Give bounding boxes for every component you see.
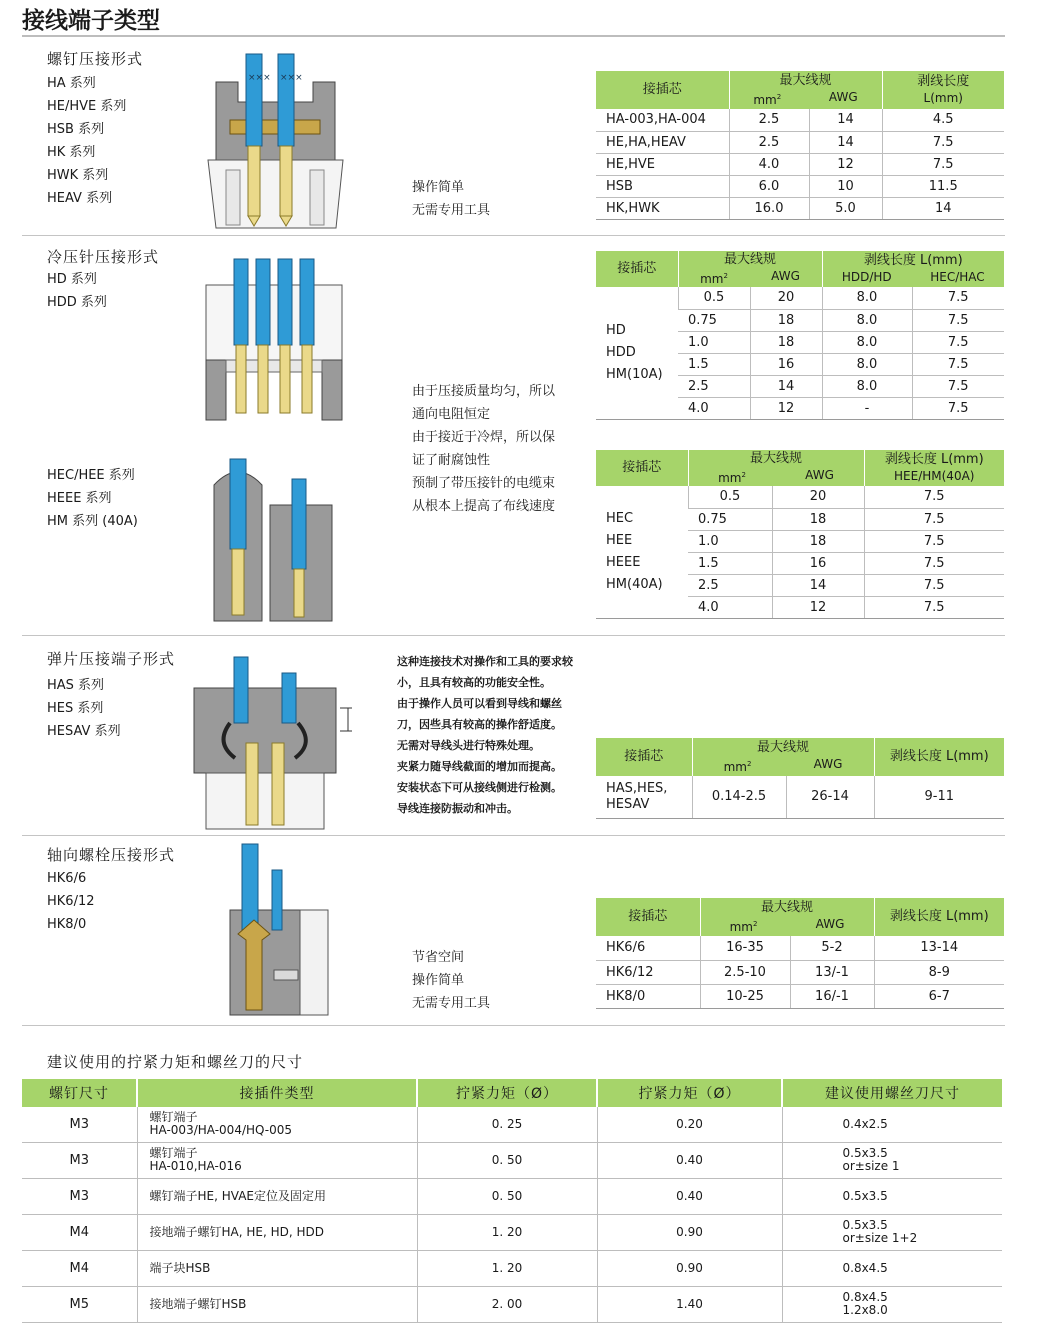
header-strip: 剥线长度 L(mm) HDD/HD HEC/HAC bbox=[822, 251, 1004, 287]
features-screw bbox=[412, 176, 490, 222]
series-item: HM 系列 (40A) bbox=[47, 514, 138, 529]
cell-strip: 9-11 bbox=[874, 776, 1004, 818]
series-list-crimp-b bbox=[47, 464, 138, 533]
feature-item: 节省空间 bbox=[412, 950, 465, 965]
header-mm: $mm^2$ bbox=[700, 271, 728, 286]
cell-blade-size bbox=[782, 1286, 1002, 1322]
feature-item: 导线连接防振动和冲击。 bbox=[397, 802, 518, 815]
cell-core: HK,HWK bbox=[596, 197, 729, 219]
series-item: HEEE 系列 bbox=[47, 491, 112, 506]
series-item: HES 系列 bbox=[47, 701, 104, 716]
header-core: 接插芯 bbox=[596, 71, 729, 109]
cell-screw-size: M5 bbox=[22, 1286, 137, 1322]
series-item: HK6/6 bbox=[47, 871, 87, 886]
cell-mm: 2.5 bbox=[678, 375, 750, 397]
cell-connector-type bbox=[137, 1178, 417, 1214]
cell-mm: 0.75 bbox=[688, 508, 772, 530]
cell-torque-2: 0.90 bbox=[597, 1214, 782, 1250]
cell-awg: 16 bbox=[750, 353, 822, 375]
feature-item: 由于操作人员可以看到导线和螺丝 bbox=[397, 697, 562, 710]
series-list-screw bbox=[47, 72, 126, 210]
table-row bbox=[22, 1214, 1002, 1250]
cell-strip-hee: 7.5 bbox=[864, 552, 1004, 574]
torque-table bbox=[22, 1079, 1002, 1323]
header-mm: $mm^2$ bbox=[723, 759, 752, 774]
cell-awg: 14 bbox=[772, 574, 864, 596]
header-mm: $mm^2$ bbox=[729, 919, 758, 934]
cell-strip-hdd: 8.0 bbox=[822, 375, 912, 397]
cell-mm: 2.5 bbox=[729, 131, 809, 153]
type-line: HA-003/HA-004/HQ-005 bbox=[149, 1123, 293, 1138]
divider bbox=[22, 835, 1005, 836]
cell-core bbox=[596, 287, 678, 419]
cell-mm: 16-35 bbox=[700, 936, 790, 960]
type-line: 螺钉端子 bbox=[149, 1146, 198, 1160]
cell-mm: 0.5 bbox=[688, 486, 772, 508]
features-axial bbox=[412, 946, 490, 1015]
cell-awg: 20 bbox=[772, 486, 864, 508]
feature-item: 夹紧力随导线截面的增加而提高。 bbox=[397, 760, 562, 773]
cell-strip-hee: 7.5 bbox=[864, 530, 1004, 552]
header-core: 接插芯 bbox=[596, 738, 692, 776]
feature-item: 预制了带压接针的电缆束 bbox=[412, 476, 556, 491]
series-list-crimp-a bbox=[47, 268, 107, 314]
feature-item: 安装状态下可从接线侧进行检测。 bbox=[397, 781, 562, 794]
blade-line: 1.2x8.0 bbox=[842, 1303, 888, 1317]
cell-blade-size bbox=[782, 1142, 1002, 1178]
section-title-screw: 螺钉压接形式 bbox=[47, 50, 144, 68]
cell-core: HE,HA,HEAV bbox=[596, 131, 729, 153]
spec-table-screw bbox=[596, 71, 1004, 220]
cell-strip: 8-9 bbox=[874, 960, 1004, 984]
cell-core: HAS,HES, HESAV bbox=[596, 776, 692, 818]
table-row bbox=[596, 960, 1004, 984]
feature-item: 操作简单 bbox=[412, 973, 465, 988]
header-gauge: 最大线规 $mm^2$ AWG bbox=[692, 738, 874, 776]
cell-screw-size: M4 bbox=[22, 1214, 137, 1250]
series-item: HEAV 系列 bbox=[47, 191, 113, 206]
cell-strip: 7.5 bbox=[882, 131, 1004, 153]
crimp-pin-illustration-hee bbox=[208, 455, 338, 625]
header-strip: 剥线长度 L(mm) HEE/HM(40A) bbox=[864, 450, 1004, 486]
cell-connector-type bbox=[137, 1107, 417, 1142]
header-gauge: 最大线规 $mm^2$ AWG bbox=[678, 251, 822, 287]
cell-strip-hee: 7.5 bbox=[864, 508, 1004, 530]
table-row bbox=[596, 175, 1004, 197]
cell-awg: 12 bbox=[750, 397, 822, 419]
cell-core bbox=[596, 486, 688, 618]
blade-line: 0.8x4.5 bbox=[842, 1290, 888, 1304]
feature-item: 小，且具有较高的功能安全性。 bbox=[397, 676, 551, 689]
table-row bbox=[596, 776, 1004, 818]
cell-torque-1: 1. 20 bbox=[417, 1214, 597, 1250]
cell-torque-2: 0.40 bbox=[597, 1178, 782, 1214]
header-gauge: 最大线规 $mm^2$ AWG bbox=[688, 450, 864, 486]
header-gauge: 最大线规 $mm^2$ AWG bbox=[700, 898, 874, 936]
series-item: HEC/HEE 系列 bbox=[47, 468, 135, 483]
cell-strip-hec: 7.5 bbox=[912, 287, 1004, 309]
type-line: 接地端子螺钉HSB bbox=[149, 1296, 247, 1311]
table-row bbox=[596, 197, 1004, 219]
type-line: 螺钉端子HE, HVAE定位及固定用 bbox=[149, 1188, 326, 1203]
feature-item: 通向电阻恒定 bbox=[412, 407, 491, 422]
cell-strip: 7.5 bbox=[882, 153, 1004, 175]
cell-strip: 6-7 bbox=[874, 984, 1004, 1008]
series-item: HD 系列 bbox=[47, 272, 97, 287]
table-row bbox=[22, 1286, 1002, 1322]
header-strip: 剥线长度 L(mm) bbox=[874, 738, 1004, 776]
cell-mm: 1.5 bbox=[678, 353, 750, 375]
table-row bbox=[22, 1178, 1002, 1214]
cell-core: HE,HVE bbox=[596, 153, 729, 175]
cell-torque-1: 1. 20 bbox=[417, 1250, 597, 1286]
features-crimp bbox=[412, 380, 555, 518]
cell-strip-hdd: 8.0 bbox=[822, 353, 912, 375]
type-line: 螺钉端子 bbox=[149, 1110, 198, 1125]
table-row bbox=[596, 131, 1004, 153]
blade-line: or±size 1+2 bbox=[842, 1231, 918, 1245]
section-title-spring: 弹片压接端子形式 bbox=[47, 650, 176, 668]
cell-awg: 5.0 bbox=[809, 197, 882, 219]
cell-awg: 16 bbox=[772, 552, 864, 574]
divider bbox=[22, 35, 1005, 37]
table-row bbox=[22, 1250, 1002, 1286]
blade-line: 0.4x2.5 bbox=[842, 1116, 888, 1131]
feature-item: 从根本上提高了布线速度 bbox=[412, 499, 556, 514]
header-screw-size: 螺钉尺寸 bbox=[22, 1079, 137, 1107]
torque-title: 建议使用的拧紧力矩和螺丝刀的尺寸 bbox=[47, 1053, 304, 1071]
core-name: HEEE bbox=[606, 554, 641, 570]
series-item: HE/HVE 系列 bbox=[47, 99, 127, 114]
cell-strip: 4.5 bbox=[882, 109, 1004, 131]
blade-line: 0.5x3.5 bbox=[842, 1146, 888, 1160]
feature-item: 无需对导线头进行特殊处理。 bbox=[397, 739, 540, 752]
cell-mm: 0.5 bbox=[678, 287, 750, 309]
table-row bbox=[22, 1142, 1002, 1178]
cell-awg: 16/-1 bbox=[790, 984, 874, 1008]
cell-strip-hee: 7.5 bbox=[864, 486, 1004, 508]
cell-awg: 18 bbox=[772, 508, 864, 530]
type-line: 接地端子螺钉HA, HE, HD, HDD bbox=[149, 1224, 324, 1239]
cell-strip-hee: 7.5 bbox=[864, 596, 1004, 618]
feature-item: 这种连接技术对操作和工具的要求较 bbox=[397, 655, 573, 668]
axial-bolt-illustration bbox=[220, 840, 340, 1020]
cell-mm: 6.0 bbox=[729, 175, 809, 197]
cell-strip-hec: 7.5 bbox=[912, 331, 1004, 353]
cell-core: HK6/12 bbox=[596, 960, 700, 984]
cell-mm: 1.5 bbox=[688, 552, 772, 574]
header-awg: AWG bbox=[828, 89, 858, 104]
table-row bbox=[596, 486, 1004, 508]
feature-item: 证了耐腐蚀性 bbox=[412, 453, 491, 468]
feature-item: 无需专用工具 bbox=[412, 203, 491, 218]
cell-awg: 18 bbox=[772, 530, 864, 552]
cell-torque-2: 0.90 bbox=[597, 1250, 782, 1286]
cell-screw-size: M3 bbox=[22, 1142, 137, 1178]
table-row bbox=[596, 984, 1004, 1008]
spring-clamp-illustration bbox=[190, 653, 355, 831]
header-mm: $mm^2$ bbox=[718, 470, 746, 485]
divider bbox=[22, 235, 1005, 236]
blade-line: 0.5x3.5 bbox=[842, 1188, 888, 1203]
cell-connector-type bbox=[137, 1286, 417, 1322]
cell-strip: 11.5 bbox=[882, 175, 1004, 197]
svg-text:×××: ××× bbox=[248, 73, 271, 83]
series-item: HDD 系列 bbox=[47, 295, 107, 310]
feature-item: 操作简单 bbox=[412, 180, 465, 195]
header-core: 接插芯 bbox=[596, 251, 678, 287]
cell-strip-hdd: 8.0 bbox=[822, 287, 912, 309]
cell-mm: 0.14-2.5 bbox=[692, 776, 786, 818]
cell-awg: 18 bbox=[750, 331, 822, 353]
cell-core: HSB bbox=[596, 175, 729, 197]
cell-strip-hee: 7.5 bbox=[864, 574, 1004, 596]
header-gauge: 最大线规 $mm^2$ AWG bbox=[729, 71, 882, 109]
blade-line: 0.5x3.5 bbox=[842, 1218, 888, 1232]
cell-strip-hdd: 8.0 bbox=[822, 331, 912, 353]
cell-strip: 14 bbox=[882, 197, 1004, 219]
spec-table-crimp-hd bbox=[596, 251, 1004, 420]
cell-torque-1: 2. 00 bbox=[417, 1286, 597, 1322]
cell-strip-hec: 7.5 bbox=[912, 375, 1004, 397]
cell-strip-hec: 7.5 bbox=[912, 397, 1004, 419]
series-item: HK8/0 bbox=[47, 917, 87, 932]
table-row bbox=[596, 153, 1004, 175]
cell-core: HK8/0 bbox=[596, 984, 700, 1008]
table-row bbox=[596, 287, 1004, 309]
spec-table-spring bbox=[596, 738, 1004, 819]
cell-screw-size: M3 bbox=[22, 1178, 137, 1214]
cell-strip-hec: 7.5 bbox=[912, 309, 1004, 331]
series-item: HA 系列 bbox=[47, 76, 96, 91]
cell-awg: 14 bbox=[809, 131, 882, 153]
series-list-axial bbox=[47, 867, 95, 936]
core-name: HM(10A) bbox=[606, 366, 663, 382]
series-item: HK 系列 bbox=[47, 145, 96, 160]
cell-mm: 1.0 bbox=[688, 530, 772, 552]
type-line: HA-010,HA-016 bbox=[149, 1159, 242, 1173]
header-torque-2: 拧紧力矩（Ø） bbox=[597, 1079, 782, 1107]
cell-blade-size bbox=[782, 1250, 1002, 1286]
header-strip: 剥线长度 L(mm) bbox=[874, 898, 1004, 936]
svg-text:×××: ××× bbox=[280, 73, 303, 83]
header-awg: AWG bbox=[815, 916, 845, 931]
feature-item: 无需专用工具 bbox=[412, 996, 491, 1011]
features-spring bbox=[397, 651, 573, 819]
series-list-spring bbox=[47, 674, 121, 743]
cell-awg: 14 bbox=[809, 109, 882, 131]
header-strip: 剥线长度 L(mm) bbox=[882, 71, 1004, 109]
cell-blade-size bbox=[782, 1107, 1002, 1142]
cell-mm: 2.5 bbox=[688, 574, 772, 596]
cell-awg: 26-14 bbox=[786, 776, 874, 818]
cell-blade-size bbox=[782, 1178, 1002, 1214]
cell-torque-1: 0. 50 bbox=[417, 1178, 597, 1214]
core-name: HD bbox=[606, 322, 626, 338]
table-row bbox=[22, 1107, 1002, 1142]
blade-line: 0.8x4.5 bbox=[842, 1260, 888, 1275]
section-title-axial: 轴向螺栓压接形式 bbox=[47, 846, 176, 864]
cell-awg: 12 bbox=[809, 153, 882, 175]
cell-mm: 0.75 bbox=[678, 309, 750, 331]
cell-strip-hdd: 8.0 bbox=[822, 309, 912, 331]
cell-screw-size: M4 bbox=[22, 1250, 137, 1286]
cell-torque-2: 1.40 bbox=[597, 1286, 782, 1322]
cell-torque-2: 0.40 bbox=[597, 1142, 782, 1178]
series-item: HSB 系列 bbox=[47, 122, 105, 137]
cell-awg: 5-2 bbox=[790, 936, 874, 960]
header-awg: AWG bbox=[771, 268, 800, 283]
cell-core: HA-003,HA-004 bbox=[596, 109, 729, 131]
type-line: 端子块HSB bbox=[149, 1260, 211, 1275]
cell-mm: 16.0 bbox=[729, 197, 809, 219]
series-item: HWK 系列 bbox=[47, 168, 109, 183]
series-item: HAS 系列 bbox=[47, 678, 105, 693]
blade-line: or±size 1 bbox=[842, 1159, 900, 1173]
cell-connector-type bbox=[137, 1142, 417, 1178]
spec-table-axial bbox=[596, 898, 1004, 1009]
core-name: HEE bbox=[606, 532, 633, 548]
cell-mm: 2.5-10 bbox=[700, 960, 790, 984]
core-name: HDD bbox=[606, 344, 636, 360]
cell-torque-2: 0.20 bbox=[597, 1107, 782, 1142]
cell-connector-type bbox=[137, 1214, 417, 1250]
cell-core: HK6/6 bbox=[596, 936, 700, 960]
spec-table-crimp-hee bbox=[596, 450, 1004, 619]
series-item: HESAV 系列 bbox=[47, 724, 121, 739]
cell-strip-hdd: - bbox=[822, 397, 912, 419]
cell-strip-hec: 7.5 bbox=[912, 353, 1004, 375]
core-name: HEC bbox=[606, 510, 634, 526]
cell-awg: 20 bbox=[750, 287, 822, 309]
screw-terminal-illustration bbox=[198, 50, 353, 230]
cell-mm: 4.0 bbox=[729, 153, 809, 175]
header-blade-size: 建议使用螺丝刀尺寸 bbox=[782, 1079, 1002, 1107]
cell-torque-1: 0. 25 bbox=[417, 1107, 597, 1142]
cell-awg: 13/-1 bbox=[790, 960, 874, 984]
feature-item: 由于压接质量均匀，所以 bbox=[412, 384, 556, 399]
cell-awg: 18 bbox=[750, 309, 822, 331]
cell-blade-size bbox=[782, 1214, 1002, 1250]
feature-item: 刀，因些具有较高的操作舒适度。 bbox=[397, 718, 562, 731]
cell-mm: 2.5 bbox=[729, 109, 809, 131]
header-mm: $mm^2$ bbox=[753, 92, 782, 107]
header-connector-type: 接插件类型 bbox=[137, 1079, 417, 1107]
header-core: 接插芯 bbox=[596, 450, 688, 486]
cell-mm: 1.0 bbox=[678, 331, 750, 353]
core-name: HM(40A) bbox=[606, 576, 663, 592]
header-awg: AWG bbox=[813, 756, 843, 771]
crimp-pin-illustration-hd bbox=[200, 255, 348, 425]
cell-screw-size: M3 bbox=[22, 1107, 137, 1142]
cell-mm: 4.0 bbox=[678, 397, 750, 419]
cell-awg: 14 bbox=[750, 375, 822, 397]
cell-mm: 4.0 bbox=[688, 596, 772, 618]
table-row bbox=[596, 109, 1004, 131]
header-awg: AWG bbox=[805, 467, 834, 482]
divider bbox=[22, 1025, 1005, 1026]
header-torque-1: 拧紧力矩（Ø） bbox=[417, 1079, 597, 1107]
feature-item: 由于接近于冷焊，所以保 bbox=[412, 430, 556, 445]
page-title: 接线端子类型 bbox=[22, 8, 160, 34]
cell-connector-type bbox=[137, 1250, 417, 1286]
section-title-crimp: 冷压针压接形式 bbox=[47, 248, 160, 266]
cell-mm: 10-25 bbox=[700, 984, 790, 1008]
cell-awg: 10 bbox=[809, 175, 882, 197]
series-item: HK6/12 bbox=[47, 894, 95, 909]
table-row bbox=[596, 936, 1004, 960]
header-core: 接插芯 bbox=[596, 898, 700, 936]
cell-torque-1: 0. 50 bbox=[417, 1142, 597, 1178]
divider bbox=[22, 635, 1005, 636]
cell-awg: 12 bbox=[772, 596, 864, 618]
cell-strip: 13-14 bbox=[874, 936, 1004, 960]
